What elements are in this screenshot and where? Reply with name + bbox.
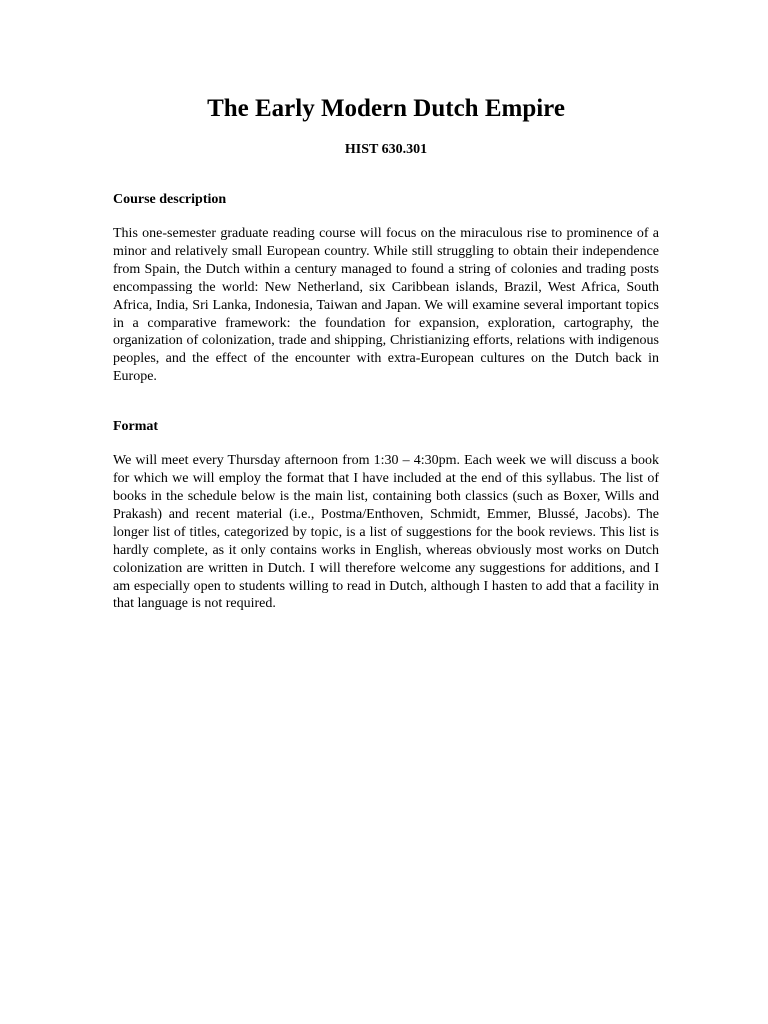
document-title: The Early Modern Dutch Empire (207, 95, 565, 122)
section-heading-course-description: Course description (113, 192, 227, 207)
document-page (113, 92, 659, 613)
section-heading-format: Format (113, 419, 159, 435)
course-code: HIST 630.301 (344, 142, 428, 157)
format-paragraph: We will meet every Thursday afternoon from 1:30 – 4:30pm. Each week we will discuss a book for which we will employ the format that I have included at the end of this syllabus. The list of books in the schedule below is the main list, containing both classics (such as Boxer, Wills and Prakash) and recent material (i.e., Postma/Enthoven, Schmidt, Emmer, Blussé, Jacobs). The longer list of titles, categorized by topic, is a list of suggestions for the book reviews. This list is hardly complete, as it only contains works in English, whereas obviously most works on Dutch colonization are written in Dutch. I will therefore welcome any suggestions for additions, and I am especially open to students willing to read in Dutch, although I hasten to add that a facility in that language is not required. (113, 453, 659, 612)
course-description-paragraph: This one-semester graduate reading course will focus on the miraculous rise to prominence of a minor and relatively small European country. While still struggling to obtain their independence from Spain, the Dutch within a century managed to found a string of colonies and trading posts encompassing the world: New Netherland, six Caribbean islands, Brazil, West Africa, South Africa, India, Sri Lanka, Indonesia, Taiwan and Japan. We will examine several important topics in a comparative framework: the foundation for expansion, exploration, cartography, the organization of colonization, trade and shipping, Christianizing efforts, relations with indigenous peoples, and the effect of the encounter with extra-European cultures on the Dutch back in Europe. (113, 226, 659, 385)
